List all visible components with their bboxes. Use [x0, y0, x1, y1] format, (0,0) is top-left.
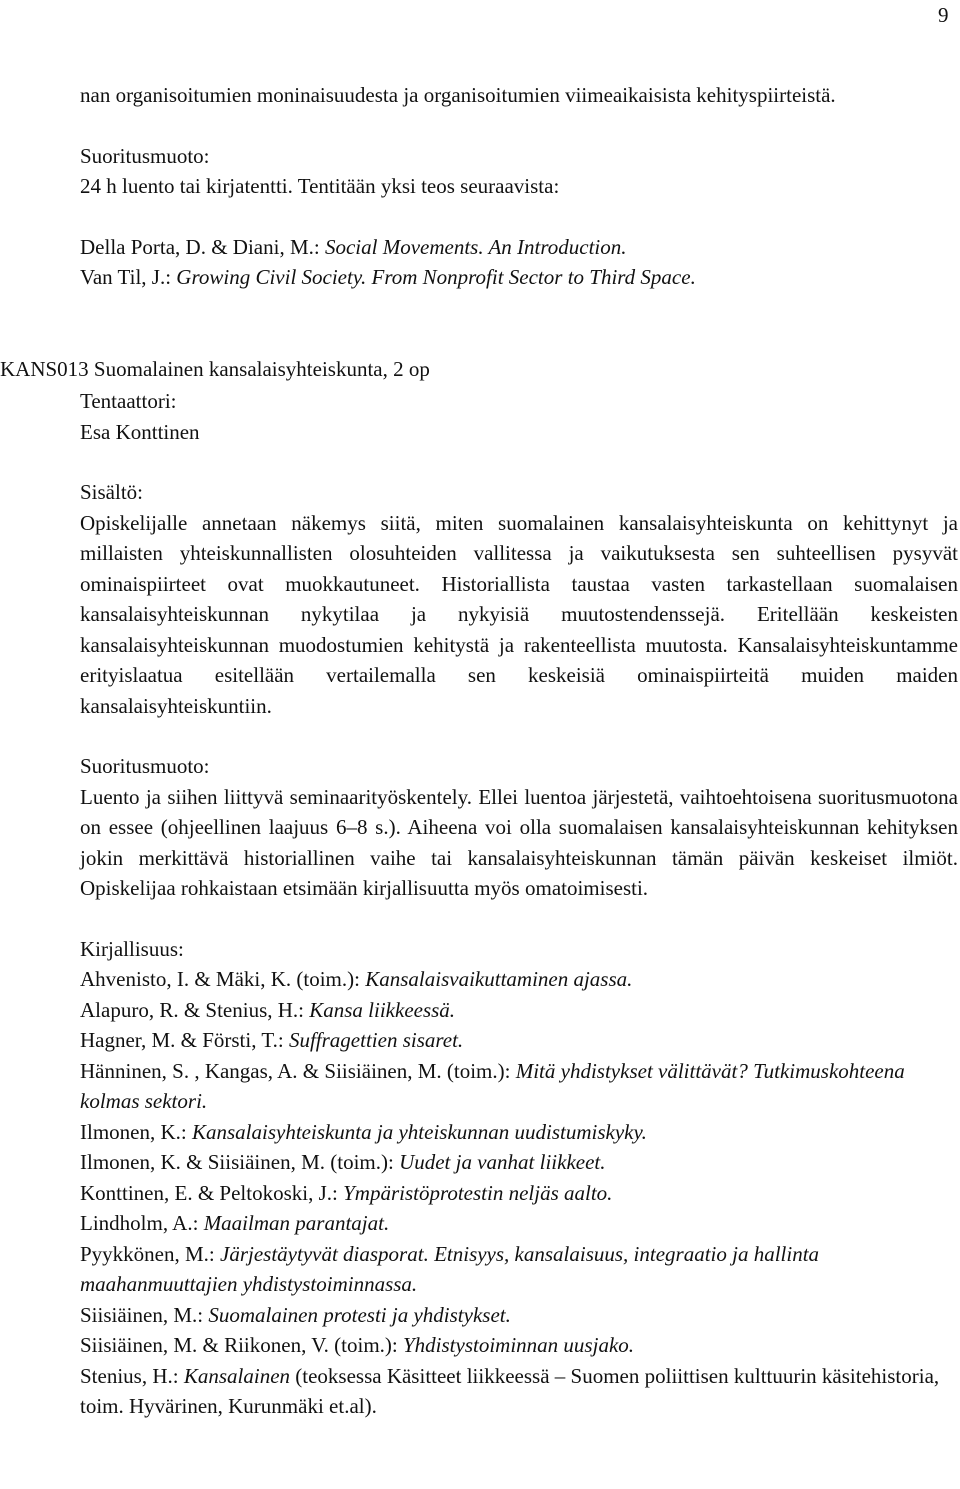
literature-item	[80, 964, 958, 995]
literature-item	[80, 1208, 958, 1239]
book-author: Della Porta, D. & Diani, M.:	[80, 234, 325, 259]
lit-title: Järjestäytyvät diasporat. Etnisyys, kansalaisuus, integraatio ja hallinta maahanmuuttajien yhdistystoiminnassa.	[80, 1241, 820, 1296]
lit-author: Lindholm, A.:	[80, 1211, 204, 1235]
lit-author: Stenius, H.:	[80, 1363, 184, 1388]
content-label: Sisältö:	[80, 480, 144, 504]
lit-title: Ympäristöprotestin neljäs aalto.	[343, 1180, 613, 1205]
book-title: Social Movements. An Introduction.	[324, 234, 627, 259]
lit-title: Maailman parantajat.	[203, 1211, 390, 1235]
book-item	[80, 232, 958, 263]
lit-author: Siisiäinen, M.:	[80, 1302, 209, 1327]
lit-title: Kansalainen	[183, 1363, 291, 1388]
literature-item	[80, 1117, 958, 1148]
literature-item	[80, 1300, 958, 1331]
literature-item	[80, 1361, 958, 1422]
intro-paragraph: nan organisoitumien moninaisuudesta ja organisoitumien viimeaikaisista kehityspiirteistä.	[80, 83, 836, 107]
course-mode-label: Suoritusmuoto:	[80, 754, 210, 778]
lit-title: Yhdistystoiminnan uusjako.	[403, 1333, 635, 1357]
course-body	[80, 386, 958, 1422]
literature-item	[80, 1147, 958, 1178]
lit-author: Ilmonen, K. & Siisiäinen, M. (toim.):	[80, 1150, 400, 1174]
lit-title: Mitä yhdistykset välittävät? Tutkimuskohteena kolmas sektori.	[80, 1058, 905, 1113]
literature-item	[80, 995, 958, 1026]
literature-item	[80, 1025, 958, 1056]
lit-title: Uudet ja vanhat liikkeet.	[399, 1150, 606, 1174]
book-list	[80, 232, 958, 293]
page-number: 9	[938, 3, 949, 27]
book-author: Van Til, J.:	[80, 265, 177, 289]
lit-author: Siisiäinen, M. & Riikonen, V. (toim.):	[80, 1333, 403, 1357]
mode-label: Suoritusmuoto:	[80, 143, 210, 168]
examiner-label: Tentaattori:	[80, 389, 177, 413]
lit-author: Konttinen, E. & Peltokoski, J.:	[80, 1180, 344, 1205]
lit-title: Suffragettien sisaret.	[288, 1028, 464, 1052]
lit-author: Pyykkönen, M.:	[80, 1241, 221, 1266]
literature-label: Kirjallisuus:	[80, 936, 184, 961]
literature-item	[80, 1178, 958, 1209]
book-item	[80, 262, 958, 293]
lit-author: Ahvenisto, I. & Mäki, K. (toim.):	[80, 967, 366, 991]
literature-item	[80, 1239, 958, 1300]
top-section	[80, 80, 958, 293]
literature-item	[80, 1330, 958, 1361]
lit-title: Suomalainen protesti ja yhdistykset.	[208, 1302, 511, 1327]
book-title: Growing Civil Society. From Nonprofit Sector to Third Space.	[176, 265, 696, 289]
lit-title: Kansa liikkeessä.	[309, 997, 456, 1022]
lit-author: Hänninen, S. , Kangas, A. & Siisiäinen, M. (toim.):	[80, 1058, 516, 1083]
course-mode-text: Luento ja siihen liittyvä seminaarityöskentely. Ellei luentoa järjestetä, vaihtoehtoisena suoritusmuotona on essee (ohjeellinen laajuus 6–8 s.). Aiheena voi olla suomalaisen kansalaisyhteiskunnan kehityksen jokin merkittävä historiallinen vaihe tai kansalaisyhteiskunnan tämän päivän keskeiset ilmiöt. Opiskelijaa rohkaistaan etsimään kirjallisuutta myös omatoimisesti.	[80, 784, 958, 900]
course-heading: KANS013 Suomalainen kansalaisyhteiskunta, 2 op	[0, 357, 430, 381]
lit-author: Hagner, M. & Försti, T.:	[80, 1028, 289, 1052]
literature-item	[80, 1056, 958, 1117]
lit-title: Kansalaisvaikuttaminen ajassa.	[365, 967, 633, 991]
content-text: Opiskelijalle annetaan näkemys siitä, miten suomalainen kansalaisyhteiskunta on kehittynyt ja millaisten yhteiskunnallisten olosuhteiden vallitessa ja vaikutuksesta sen suhteellisen pysyvät ominaispiirteet ovat muokkautuneet. Historiallista taustaa vasten tarkastellaan suomalaisen kansalaisyhteiskunnan nykytilaa ja nykyisiä muutostendenssejä. Eritellään keskeisten kansalaisyhteiskunnan muodostumien kehitystä ja rakenteellista muutosta. Kansalaisyhteiskuntamme erityislaatua esitellään vertailemalla sen keskeisiä ominaispiirteitä muiden maiden kansalaisyhteiskuntiin.	[80, 510, 958, 718]
lit-note: (teoksessa Käsitteet liikkeessä – Suomen poliittisen kulttuurin käsitehistoria, toim. Hyvärinen, Kurunmäki et.al).	[80, 1363, 940, 1418]
lit-author: Alapuro, R. & Stenius, H.:	[80, 997, 310, 1022]
lit-title: Kansalaisyhteiskunta ja yhteiskunnan uudistumiskyky.	[191, 1119, 647, 1144]
literature-list	[80, 964, 958, 1422]
examiner-name: Esa Konttinen	[80, 419, 200, 444]
mode-text: 24 h luento tai kirjatentti. Tentitään yksi teos seuraavista:	[80, 174, 560, 198]
lit-author: Ilmonen, K.:	[80, 1119, 192, 1144]
